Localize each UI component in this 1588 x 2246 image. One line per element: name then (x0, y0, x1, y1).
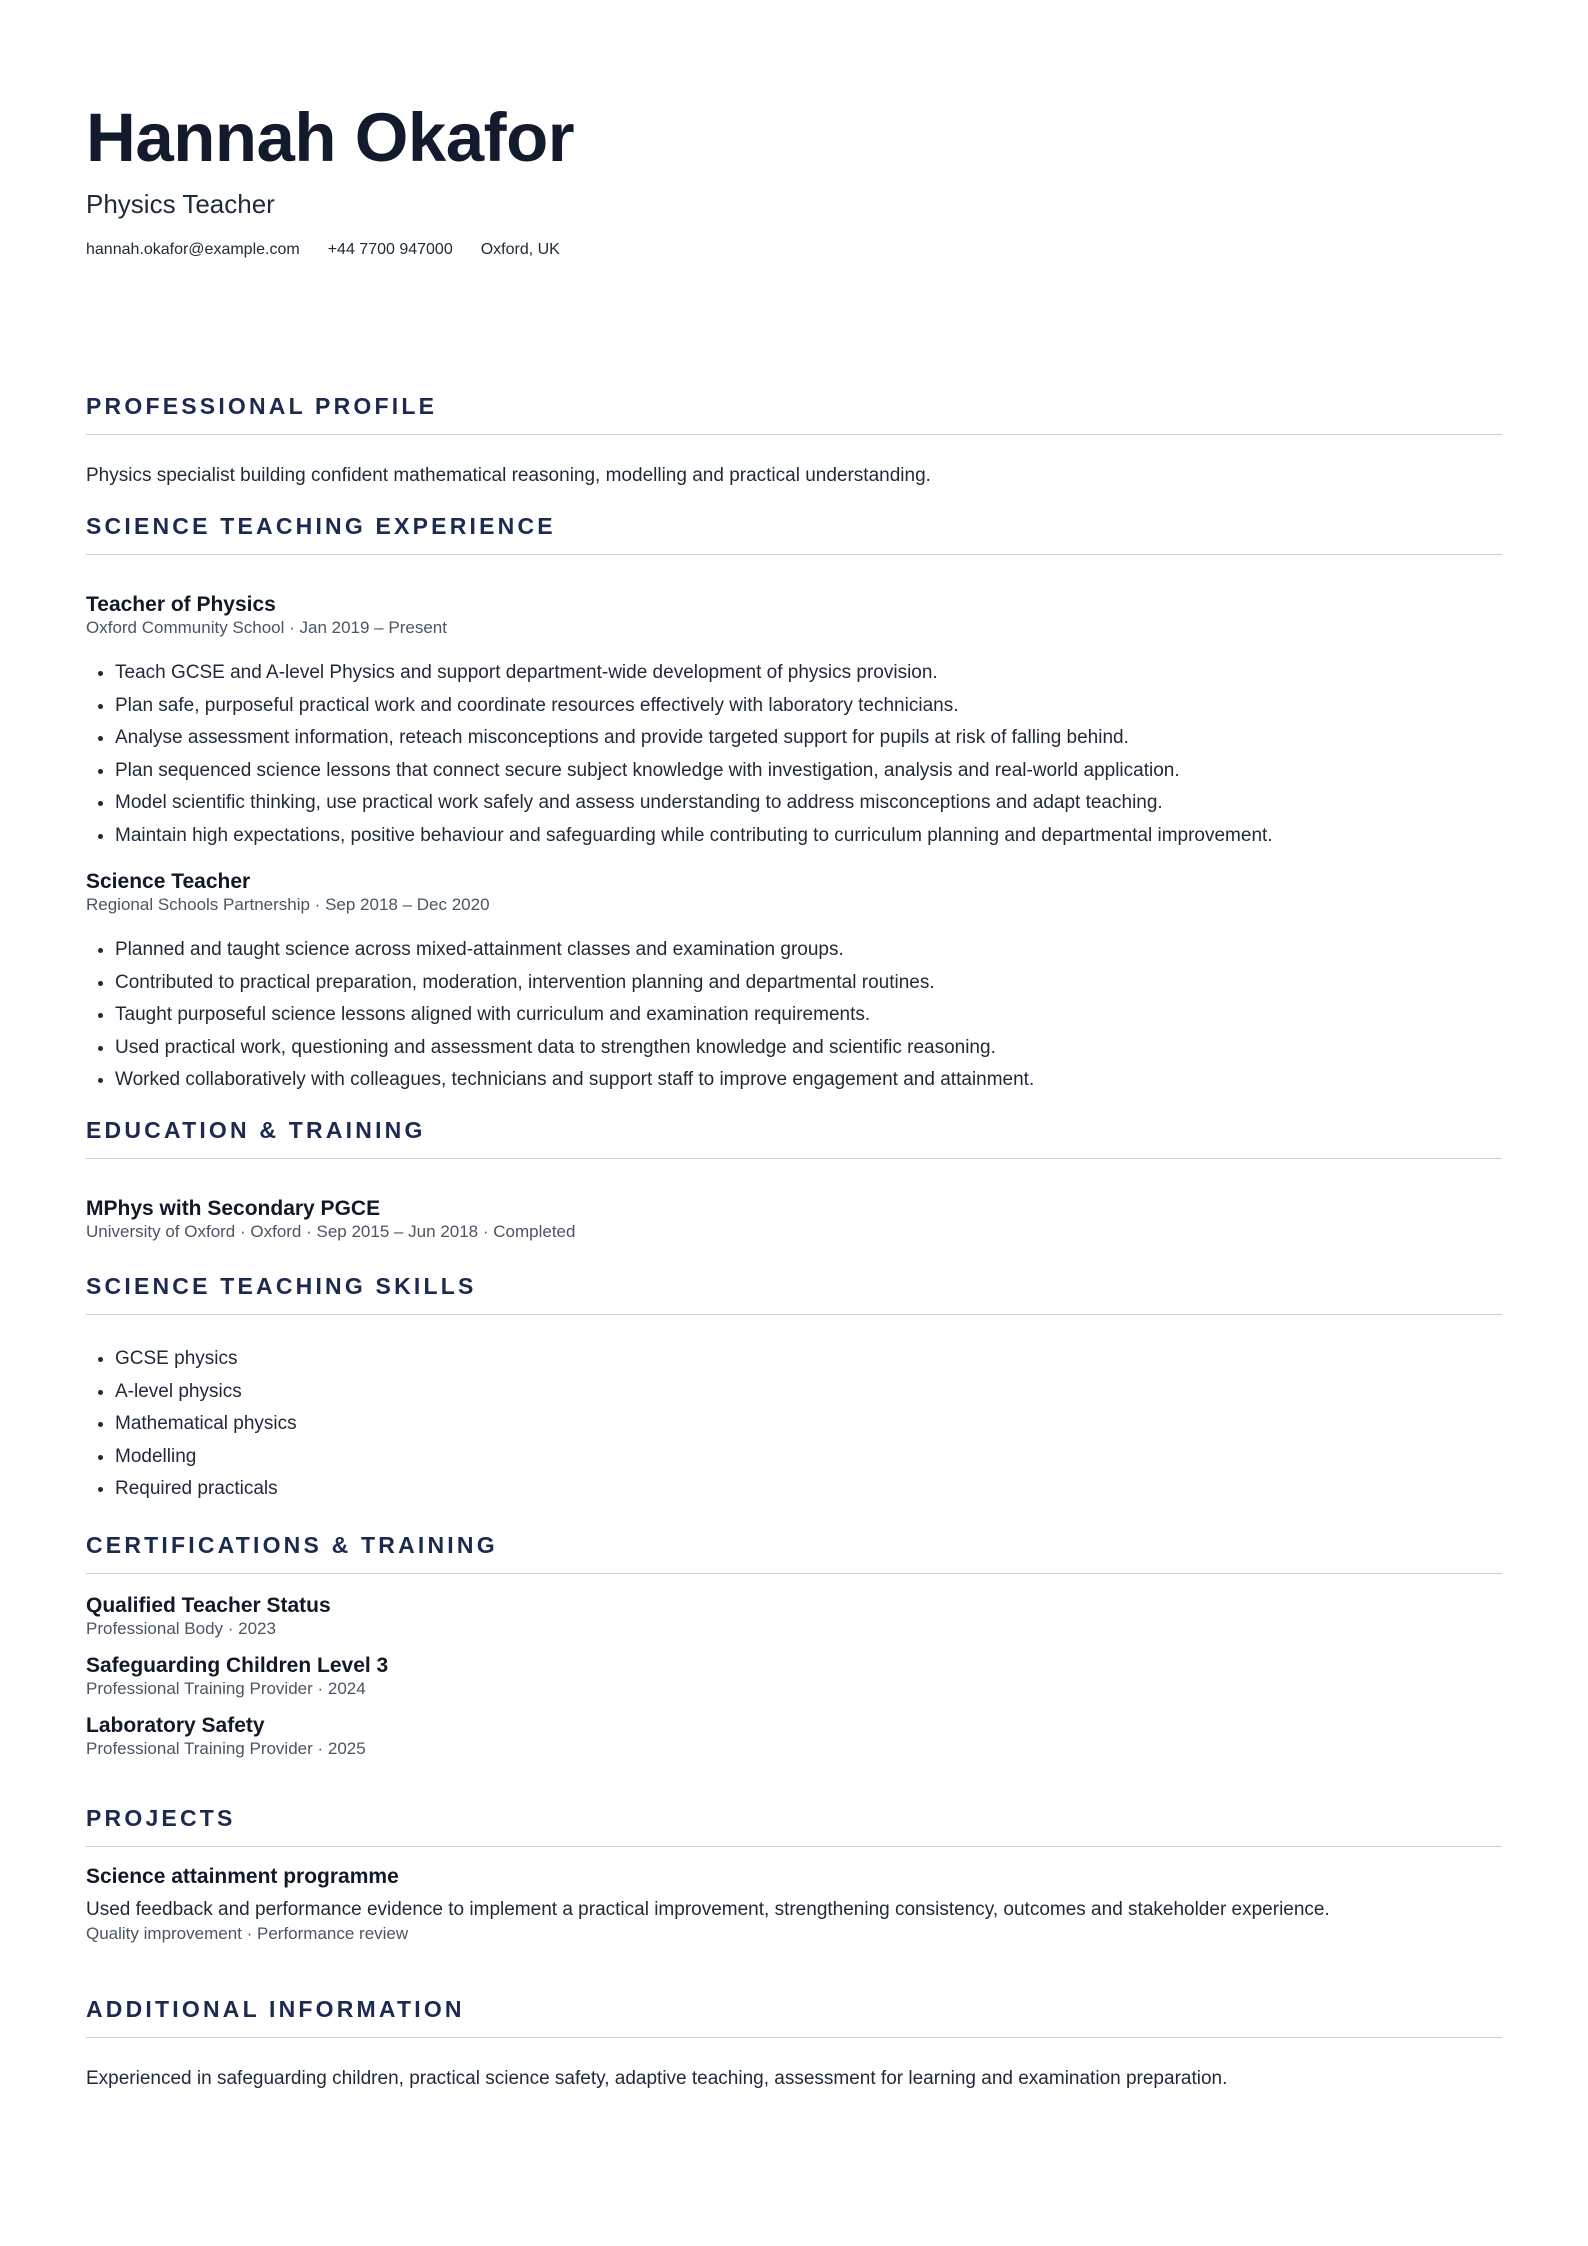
cert-meta: Professional Body · 2023 (86, 1619, 276, 1638)
contact-line (86, 240, 1502, 260)
section-experience (86, 512, 1502, 1097)
section-education (86, 1116, 1502, 1243)
profile-text: Physics specialist building confident mathematical reasoning, modelling and practical understanding. (86, 465, 931, 486)
cert-entry (86, 1654, 1502, 1700)
job-bullet: • Contributed to practical preparation, moderation, intervention planning and departmental routines. (115, 967, 1502, 1000)
section-title-certifications: CERTIFICATIONS & TRAINING (86, 1531, 1502, 1574)
section-title-experience: SCIENCE TEACHING EXPERIENCE (86, 512, 1502, 555)
job-bullet: • Maintain high expectations, positive behaviour and safeguarding while contributing to curriculum planning and departmental improvement. (115, 820, 1502, 853)
skill-item: • Mathematical physics (115, 1408, 1502, 1441)
job-bullet: • Worked collaboratively with colleagues, technicians and support staff to improve engagement and attainment. (115, 1064, 1502, 1097)
contact-phone: +44 7700 947000 (327, 241, 453, 258)
project-tags: Quality improvement · Performance review (86, 1924, 409, 1943)
job-bullet: • Analyse assessment information, reteach misconceptions and provide targeted support for pupils at risk of falling behind. (115, 722, 1502, 755)
degree-title: MPhys with Secondary PGCE (86, 1197, 381, 1220)
skill-item: • Modelling (115, 1441, 1502, 1474)
candidate-name: Hannah Okafor (86, 99, 575, 176)
project-description: Used feedback and performance evidence to implement a practical improvement, strengthening consistency, outcomes and stakeholder experience. (86, 1899, 1330, 1920)
job-entry (86, 593, 1502, 852)
job-bullet: • Model scientific thinking, use practical work safely and assess understanding to address misconceptions and adapt teaching. (115, 787, 1502, 820)
cert-name: Safeguarding Children Level 3 (86, 1654, 389, 1677)
project-entry (86, 1865, 1502, 1945)
section-additional (86, 1995, 1502, 2092)
job-bullet: • Taught purposeful science lessons aligned with curriculum and examination requirements. (115, 999, 1502, 1032)
job-bullet: • Plan sequenced science lessons that connect secure subject knowledge with investigation, analysis and real-world application. (115, 755, 1502, 788)
section-title-profile: PROFESSIONAL PROFILE (86, 392, 1502, 435)
cert-entry (86, 1594, 1502, 1640)
section-title-skills: SCIENCE TEACHING SKILLS (86, 1272, 1502, 1315)
job-meta: Regional Schools Partnership · Sep 2018 – Dec 2020 (86, 895, 490, 914)
job-bullets (86, 657, 1502, 852)
job-bullet: • Plan safe, purposeful practical work and coordinate resources effectively with laboratory technicians. (115, 690, 1502, 723)
job-bullet: • Teach GCSE and A-level Physics and support department-wide development of physics provision. (115, 657, 1502, 690)
section-projects (86, 1804, 1502, 1945)
certifications-list (86, 1594, 1502, 1760)
cert-name: Qualified Teacher Status (86, 1594, 331, 1617)
cert-meta: Professional Training Provider · 2024 (86, 1679, 366, 1698)
skills-list (86, 1343, 1502, 1506)
job-bullet: • Planned and taught science across mixed-attainment classes and examination groups. (115, 934, 1502, 967)
project-name: Science attainment programme (86, 1865, 399, 1888)
job-bullets (86, 934, 1502, 1097)
contact-email: hannah.okafor@example.com (86, 241, 300, 258)
job-meta: Oxford Community School · Jan 2019 – Present (86, 618, 447, 637)
job-title: Science Teacher (86, 870, 251, 893)
skill-item: • GCSE physics (115, 1343, 1502, 1376)
job-title: Teacher of Physics (86, 593, 276, 616)
cert-entry (86, 1714, 1502, 1760)
job-bullet: • Used practical work, questioning and assessment data to strengthen knowledge and scientific reasoning. (115, 1032, 1502, 1065)
section-title-additional: ADDITIONAL INFORMATION (86, 1995, 1502, 2038)
section-certifications (86, 1531, 1502, 1774)
skill-item: • A-level physics (115, 1376, 1502, 1409)
contact-location: Oxford, UK (480, 241, 560, 258)
skill-item: • Required practicals (115, 1473, 1502, 1506)
section-title-projects: PROJECTS (86, 1804, 1502, 1847)
cert-name: Laboratory Safety (86, 1714, 265, 1737)
additional-text: Experienced in safeguarding children, practical science safety, adaptive teaching, assessment for learning and examination preparation. (86, 2068, 1228, 2089)
degree-meta: University of Oxford · Oxford · Sep 2015 – Jun 2018 · Completed (86, 1222, 576, 1241)
job-entry (86, 870, 1502, 1097)
section-title-education: EDUCATION & TRAINING (86, 1116, 1502, 1159)
education-entry (86, 1197, 1502, 1243)
section-profile (86, 392, 1502, 489)
cert-meta: Professional Training Provider · 2025 (86, 1739, 366, 1758)
candidate-role: Physics Teacher (86, 189, 275, 219)
section-skills (86, 1272, 1502, 1506)
